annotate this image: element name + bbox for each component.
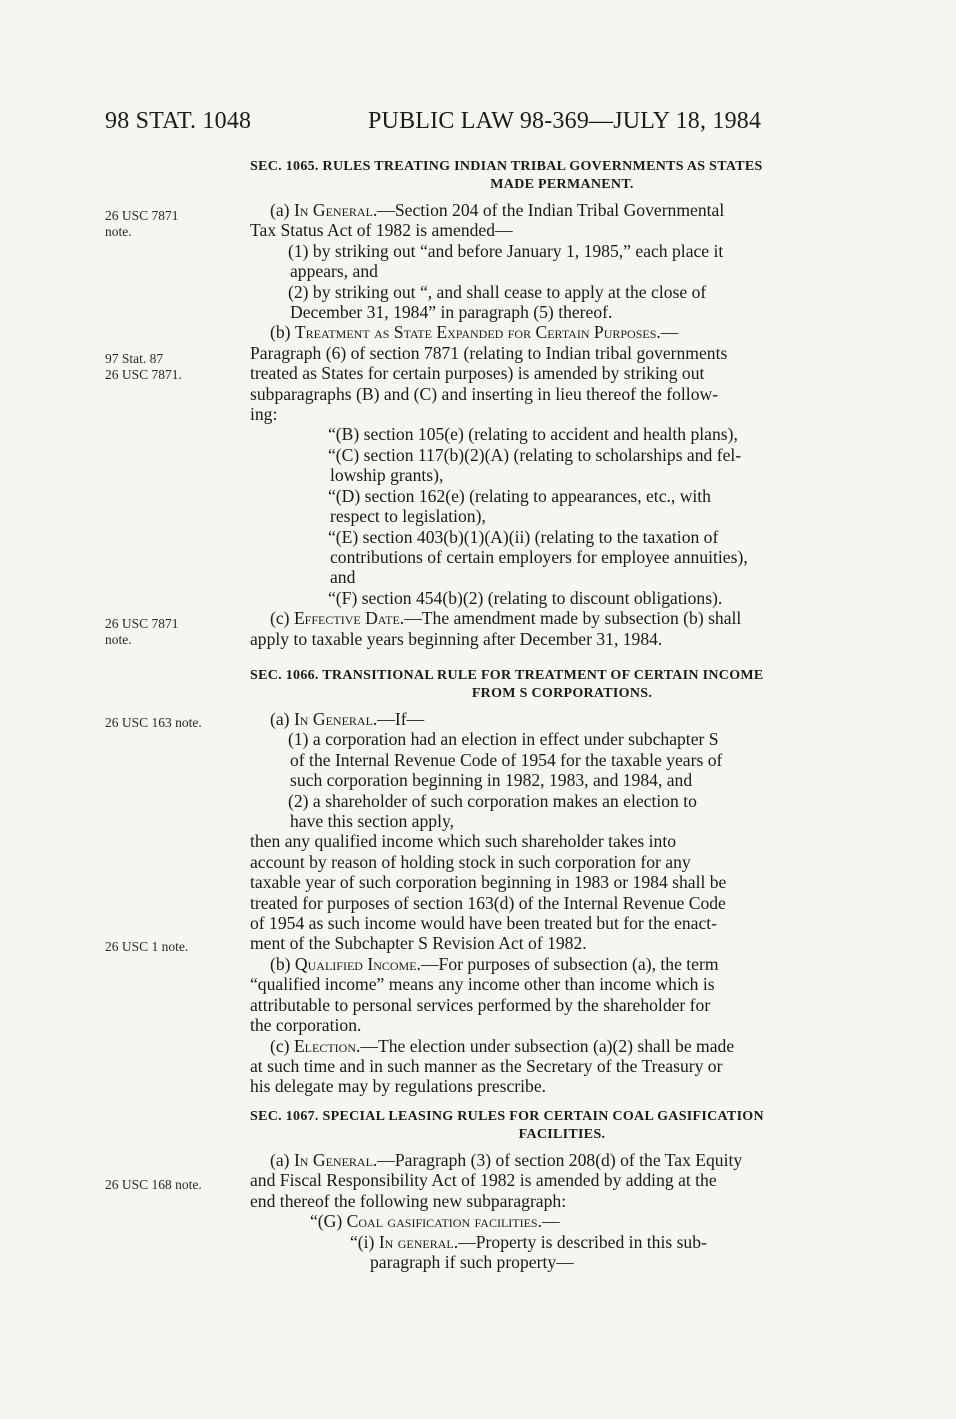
quoted-clause-i-continued: paragraph if such property—: [370, 1252, 574, 1273]
section-heading: SEC. 1065. RULES TREATING INDIAN TRIBAL GOVERNMENTS AS STATES MADE PERMANENT.: [250, 159, 763, 192]
subsection-c: (c) Election.—The election under subsection (a)(2) shall be made at such time and in such manner as the Secretary of the Treasury or his delegate may by regulations prescribe.: [250, 1035, 735, 1097]
section-heading: SEC. 1066. TRANSITIONAL RULE FOR TREATMENT OF CERTAIN INCOME FROM S CORPORATIONS.: [250, 668, 764, 701]
subsection-b: (b) Qualified Income.—For purposes of subsection (a), the term “qualified income” means any income other than income which is attributable to personal services performed by the shareholder for the corporation.: [250, 953, 719, 1036]
paragraph-2: (2) a shareholder of such corporation makes an election to have this section apply,: [288, 790, 697, 832]
quoted-subparagraph-e: “(E) section 403(b)(1)(A)(ii) (relating to the taxation of contributions of certain employers for employee annuities), and: [328, 526, 748, 588]
margin-note: 26 USC 163 note.: [105, 715, 202, 730]
margin-note: 26 USC 7871 note.: [105, 208, 179, 239]
section-1066: [250, 667, 874, 1097]
subsection-a: (a) In General.—Paragraph (3) of section 208(d) of the Tax Equity and Fiscal Responsibility Act of 1982 is amended by adding at the end thereof the following new subparagraph:: [250, 1150, 743, 1211]
quoted-subparagraph-c: “(C) section 117(b)(2)(A) (relating to scholarships and fel- lowship grants),: [328, 444, 742, 486]
margin-note: 26 USC 168 note.: [105, 1177, 202, 1192]
quoted-subparagraph-b: “(B) section 105(e) (relating to accident and health plans),: [328, 424, 738, 445]
margin-note: 26 USC 7871 note.: [105, 616, 179, 647]
subsection-a: (a) In General.—Section 204 of the Indian Tribal Governmental Tax Status Act of 1982 is amended—: [250, 200, 725, 241]
quoted-clause-i: “(i) In general.—Property is described in this sub-: [350, 1231, 707, 1252]
paragraph-1: (1) by striking out “and before January 1, 1985,” each place it appears, and: [288, 240, 724, 282]
quoted-subparagraph-d: “(D) section 162(e) (relating to appearances, etc., with respect to legislation),: [328, 485, 711, 527]
public-law-title: PUBLIC LAW 98-369—JULY 18, 1984: [368, 108, 762, 134]
subsection-b: (b) Treatment as State Expanded for Certain Purposes.— Paragraph (6) of section 7871 (relating to Indian tribal governments treated as States for certain purposes) is amended by striking out subparagraphs (B) and (C) and inserting in lieu thereof the follow- ing:: [250, 322, 728, 425]
section-heading: SEC. 1067. SPECIAL LEASING RULES FOR CERTAIN COAL GASIFICATION FACILITIES.: [250, 1109, 764, 1142]
section-1065: [250, 158, 874, 649]
flush-text: then any qualified income which such shareholder takes into account by reason of holding stock in such corporation for any taxable year of such corporation beginning in 1983 or 1984 shall be treated for purposes of section 163(d) of the Internal Revenue Code of 1954 as such income would have been treated but for the enact- ment of the Subchapter S Revision Act of 1982.: [250, 831, 727, 954]
paragraph-2: (2) by striking out “, and shall cease to apply at the close of December 31, 1984” in paragraph (5) thereof.: [288, 281, 707, 323]
subsection-c: (c) Effective Date.—The amendment made by subsection (b) shall apply to taxable years beginning after December 31, 1984.: [250, 608, 742, 649]
quoted-subparagraph-f: “(F) section 454(b)(2) (relating to discount obligations).: [328, 587, 723, 608]
quoted-subparagraph-g: “(G) Coal gasification facilities.—: [310, 1211, 560, 1232]
paragraph-1: (1) a corporation had an election in effect under subchapter S of the Internal Revenue Code of 1954 for the taxable years of such corporation beginning in 1982, 1983, and 1984, and: [288, 729, 723, 791]
margin-note: 97 Stat. 87 26 USC 7871.: [105, 351, 182, 382]
margin-note: 26 USC 1 note.: [105, 939, 189, 954]
subsection-a: (a) In General.—If—: [270, 709, 425, 729]
section-1067: [250, 1108, 874, 1272]
statute-page-number: 98 STAT. 1048: [105, 108, 252, 134]
